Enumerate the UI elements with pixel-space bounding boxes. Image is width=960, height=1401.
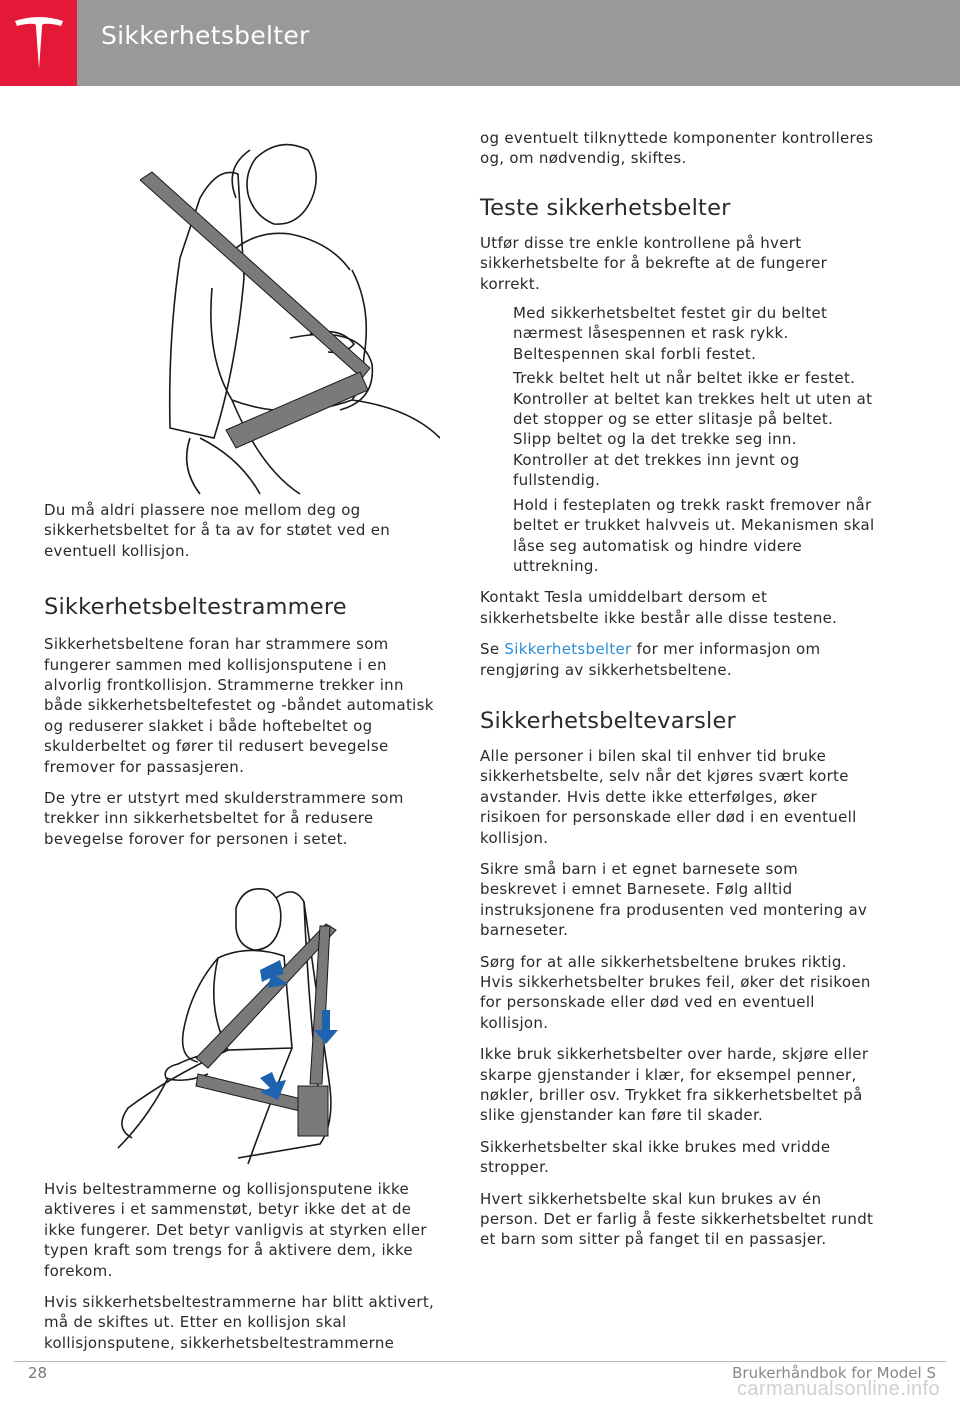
left-column: [44, 500, 440, 860]
paragraph: De ytre er utstyrt med skulderstrammere som trekker inn sikkerhetsbeltet for å redusere bevegelse forover for personen i setet.: [44, 789, 404, 848]
check-item: Med sikkerhetsbeltet festet gir du beltet nærmest låsespennen et rask rykk. Beltespennen skal forbli festet.: [513, 304, 828, 363]
page-title: Sikkerhetsbelter: [101, 21, 310, 50]
warning-item: Ikke bruk sikkerhetsbelter over harde, skjøre eller skarpe gjenstander i klær, for eksempel penner, nøkler, briller osv. Trykket fra sikkerhetsbeltet på slike gjenstander kan føre til skader.: [480, 1045, 869, 1125]
footer-title: Brukerhåndbok for Model S: [732, 1364, 936, 1382]
warning-item: Sikre små barn i et egnet barnesete som beskrevet i emnet Barnesete. Følg alltid instruksjonene fra produsenten ved montering av barneseter.: [480, 859, 868, 940]
pregnant-woman-seatbelt-illustration: [140, 138, 440, 496]
heading-pretensioners: Sikkerhetsbeltestrammere: [44, 594, 347, 621]
footer-divider: [14, 1361, 946, 1362]
warning-item: Alle personer i bilen skal til enhver tid bruke sikkerhetsbelte, selv når det kjøres svært korte avstander. Hvis dette ikke etterfølges, øker risikoen for personskade eller død i en eventuell kollisjon.: [480, 746, 857, 847]
left-column-bottom: [44, 1179, 440, 1364]
paragraph: Utfør disse tre enkle kontrollene på hvert sikkerhetsbelte for å bekrefte at de fungerer korrekt.: [480, 233, 828, 293]
seatbelt-pretensioner-illustration: [108, 878, 380, 1168]
tesla-logo-icon: [13, 15, 65, 71]
link-sikkerhetsbelter[interactable]: Sikkerhetsbelter: [504, 640, 632, 659]
page-header: [0, 0, 960, 86]
warning-item: Sørg for at alle sikkerhetsbeltene brukes riktig. Hvis sikkerhetsbelter brukes feil, øker det risikoen for personskade eller død ved en eventuell kollisjon.: [480, 952, 871, 1032]
watermark: carmanualsonline.info: [737, 1378, 940, 1400]
see-also-paragraph: Se Sikkerhetsbelter for mer informasjon om rengjøring av sikkerhetsbeltene.: [480, 640, 821, 679]
warning-paragraph: Du må aldri plassere noe mellom deg og sikkerhetsbeltet for å ta av for støtet ved en eventuell kollisjon.: [44, 501, 391, 560]
paragraph: Kontakt Tesla umiddelbart dersom et sikkerhetsbelte ikke består alle disse testene.: [480, 588, 838, 627]
heading-warnings: Sikkerhetsbeltevarsler: [480, 707, 736, 734]
check-item: Trekk beltet helt ut når beltet ikke er festet. Kontroller at beltet kan trekkes helt ut uten at det stopper og se etter slitasje på beltet. Slipp beltet og la det trekke seg inn. Kontroller at det trekkes inn jevnt og fullstendig.: [513, 369, 873, 490]
paragraph: Sikkerhetsbeltene foran har strammere som fungerer sammen med kollisjonsputene i en alvorlig frontkollisjon. Strammerne trekker inn både sikkerhetsbeltefestet og -båndet automatisk og reduserer slakket i både hoftebeltet og skulderbeltet og fører til redusert bevegelse fremover for passasjeren.: [44, 635, 434, 776]
warning-item: Sikkerhetsbelter skal ikke brukes med vridde stropper.: [480, 1137, 831, 1177]
warning-item: Hvert sikkerhetsbelte skal kun brukes av én person. Det er farlig å feste sikkerhetsbeltet rundt et barn som sitter på fanget til en passasjer.: [480, 1189, 874, 1249]
check-item: Hold i festeplaten og trekk raskt fremover når beltet er trukket halvveis ut. Mekanismen skal låse seg automatisk og hindre videre uttrekning.: [513, 495, 875, 575]
paragraph: Hvis beltestrammerne og kollisjonsputene ikke aktiveres i et sammenstøt, betyr ikke det at de ikke fungerer. Det betyr vanligvis at styrken eller typen kraft som trengs for å aktivere dem, ikke forekom.: [44, 1180, 427, 1280]
brand-logo-box: [0, 0, 77, 86]
paragraph: og eventuelt tilknyttede komponenter kontrolleres og, om nødvendig, skiftes.: [480, 129, 874, 168]
page-number: 28: [28, 1364, 48, 1382]
heading-test: Teste sikkerhetsbelter: [480, 194, 731, 221]
right-column: [480, 128, 876, 1261]
paragraph: Hvis sikkerhetsbeltestrammerne har blitt aktivert, må de skiftes ut. Etter en kollisjon skal kollisjonsputene, sikkerhetsbeltestrammerne: [44, 1293, 435, 1352]
